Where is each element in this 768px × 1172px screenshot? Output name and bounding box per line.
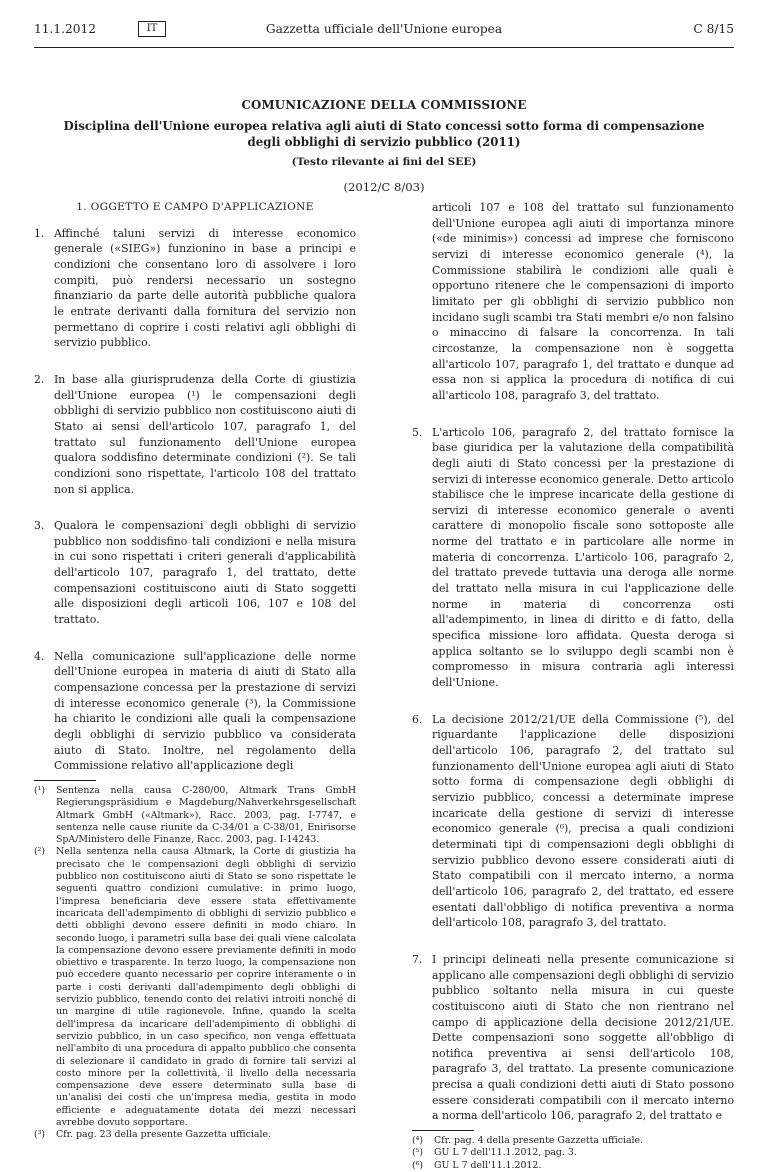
paragraph-text: articoli 107 e 108 del trattato sul funzionamento dell'Unione europea agli aiuti di importanza minore («de minimis») concessi ad imprese che forniscono servizi di interesse economico generale (⁴), la Commissione stabilirà le condizioni alle quali è opportuno ritenere che le compensazioni di importo limitato per gli obblighi di servizio pubblico non incidano sugli scambi tra Stati membri e/o non falsino o minaccino di falsare la concorrenza. In tali circostanze, la compensazione non è soggetta all'articolo 107, paragrafo 1, del trattato e dunque ad essa non si applica la procedura di notifica di cui all'articolo 108, paragrafo 3, del trattato. xyxy=(432,201,734,402)
paragraph-7 xyxy=(412,952,734,1124)
header-rule xyxy=(34,47,734,48)
page-reference: C 8/15 xyxy=(693,22,734,36)
paragraph-5 xyxy=(412,425,734,691)
footnote xyxy=(34,785,356,846)
footnote-text: Cfr. pag. 4 della presente Gazzetta ufficiale. xyxy=(434,1135,644,1147)
document-title: Disciplina dell'Unione europea relativa agli aiuti di Stato concessi sotto forma di compensazione degli obblighi di servizio pubblico (2011) xyxy=(63,119,705,149)
footnote-text: Sentenza nella causa C-280/00, Altmark Trans GmbH Regierungspräsidium e Magdeburg/Nahverkehrsgesellschaft Altmark GmbH («Altmark»), Racc. 2003, pag. I-7747, e sentenza nelle cause riunite da C-34/01 a C-38/01, Enirisorse SpA/Ministero delle Finanze, Racc. 2003, pag. I-14243. xyxy=(56,785,356,846)
page-header xyxy=(34,22,734,40)
paragraph-number: 1. xyxy=(34,226,45,240)
paragraph-3 xyxy=(34,518,356,628)
paragraph-number: 3. xyxy=(34,519,45,533)
document-type: COMUNICAZIONE DELLA COMMISSIONE xyxy=(241,98,527,112)
footnote xyxy=(412,1160,734,1172)
paragraph-number: 2. xyxy=(34,372,45,386)
footnote-text: GU L 7 dell'11.1.2012, pag. 3. xyxy=(434,1147,577,1159)
footnote-text: Nella sentenza nella causa Altmark, la Corte di giustizia ha precisato che le compensazioni degli obblighi di servizio pubblico non costituiscono aiuti di Stato se sono rispettate le seguenti quattro condizioni cumulative: in primo luogo, l'impresa beneficiaria deve essere stata effettivamente incaricata dell'adempimento di obblighi di servizio pubblico e detti obblighi devono essere definiti in modo chiaro. In secondo luogo, i parametri sulla base dei quali viene calcolata la compensazione devono essere previamente definiti in modo obiettivo e trasparente. In terzo luogo, la compensazione non può eccedere quanto necessario per coprire interamente o in parte i costi derivanti dall'adempimento degli obblighi di servizio pubblico, tenendo conto dei relativi introiti nonché di un margine di utile ragionevole. Infine, quando la scelta dell'impresa da incaricare dell'adempimento di obblighi di servizio pubblico, in un caso specifico, non venga effettuata nell'ambito di una procedura di appalto pubblico che consenta di selezionare il candidato in grado di fornire tali servizi al costo minore per la collettività, il livello della necessaria compensazione deve essere determinato sulla base di un'analisi dei costi che un'impresa media, gestita in modo efficiente e adeguatamente dotata dei mezzi necessari avrebbe dovuto sopportare. xyxy=(56,846,356,1129)
journal-title: Gazzetta ufficiale dell'Unione europea xyxy=(265,22,503,36)
left-column xyxy=(34,200,356,1142)
footnote xyxy=(34,846,356,1129)
footnote xyxy=(34,1129,356,1141)
paragraph-1 xyxy=(34,226,356,351)
footnote-mark: (¹) xyxy=(34,785,46,796)
footnote-mark: (⁵) xyxy=(412,1147,424,1159)
eea-relevance-note: (Testo rilevante ai fini del SEE) xyxy=(291,156,477,168)
footnote xyxy=(412,1147,734,1159)
footnote-text: GU L 7 dell'11.1.2012. xyxy=(434,1159,542,1171)
footnotes-left xyxy=(34,785,356,1142)
paragraph-number: 4. xyxy=(34,649,45,663)
paragraph-6 xyxy=(412,712,734,931)
paragraph-text: Qualora le compensazioni degli obblighi di servizio pubblico non soddisfino tali condizioni e nella misura in cui sono rispettati i criteri generali d'applicabilità dell'articolo 107, paragrafo 1, del trattato, dette compensazioni costituiscono aiuti di Stato soggetti alle disposizioni degli articoli 106, 107 e 108 del trattato. xyxy=(54,519,356,627)
paragraph-number: 6. xyxy=(412,712,423,726)
paragraph-4-continued xyxy=(412,200,734,404)
paragraph-number: 5. xyxy=(412,425,423,439)
paragraph-text: I principi delineati nella presente comunicazione si applicano alle compensazioni degli obblighi di servizio pubblico soltanto nella misura in cui queste costituiscono aiuti di Stato che non rientrano nel campo di applicazione della decisione 2012/21/UE. Dette compensazioni sono soggette all'obbligo di notifica preventiva ai sensi dell'articolo 108, paragrafo 3, del trattato. La presente comunicazione precisa a quali condizioni detti aiuti di Stato possono essere considerati compatibili con il mercato interno a norma dell'articolo 106, paragrafo 2, del trattato e xyxy=(432,952,734,1123)
publication-date: 11.1.2012 xyxy=(34,22,97,36)
footnote-text: Cfr. pag. 23 della presente Gazzetta ufficiale. xyxy=(56,1129,272,1141)
paragraph-text: Affinché taluni servizi di interesse economico generale («SIEG») funzionino in base a principi e condizioni che consentano loro di assolvere i loro compiti, può rendersi necessario un sostegno finanziario da parte delle autorità pubbliche qualora le entrate derivanti dalla fornitura del servizio non permettano di coprire i costi relativi agli obblighi di servizio pubblico. xyxy=(54,226,356,350)
paragraph-text: L'articolo 106, paragrafo 2, del trattato fornisce la base giuridica per la valutazione della compatibilità degli aiuti di Stato concessi per la prestazione di servizi di interesse economico generale. Detto articolo stabilisce che le imprese incaricate della gestione di servizi di interesse economico generale o aventi carattere di monopolio fiscale sono sottoposte alle norme del trattato e in particolare alle norme in materia di concorrenza. L'articolo 106, paragrafo 2, del trattato prevede tuttavia una deroga alle norme del trattato nella misura in cui l'applicazione delle norme in materia di concorrenza osti all'adempimento, in linea di diritto e di fatto, della specifica missione loro affidata. Questa deroga si applica soltanto se lo sviluppo degli scambi non è compromesso in misura contraria agli interessi dell'Unione. xyxy=(432,425,734,690)
footnote-mark: (⁶) xyxy=(412,1159,424,1171)
language-badge: IT xyxy=(138,21,166,37)
section-heading: 1. OGGETTO E CAMPO D'APPLICAZIONE xyxy=(76,201,314,213)
document-code: (2012/C 8/03) xyxy=(343,180,425,194)
footnote-mark: (³) xyxy=(34,1129,46,1141)
footnote-mark: (⁴) xyxy=(412,1135,424,1147)
paragraph-2 xyxy=(34,372,356,497)
footnote-rule xyxy=(34,780,96,781)
footnote-rule xyxy=(412,1130,474,1131)
footnote xyxy=(412,1135,734,1147)
paragraph-text: In base alla giurisprudenza della Corte di giustizia dell'Unione europea (¹) le compensazioni degli obblighi di servizio pubblico non costituiscono aiuti di Stato ai sensi dell'articolo 107, paragrafo 1, del trattato sul funzionamento dell'Unione europea qualora soddisfino determinate condizioni (²). Se tali condizioni sono rispettate, l'articolo 108 del trattato non si applica. xyxy=(54,372,356,496)
footnotes-right xyxy=(412,1135,734,1172)
right-column xyxy=(412,200,734,1172)
paragraph-text: Nella comunicazione sull'applicazione delle norme dell'Unione europea in materia di aiuti di Stato alla compensazione concessa per la prestazione di servizi di interesse economico generale (³), la Commissione ha chiarito le condizioni alle quali la compensazione degli obblighi di servizio pubblico va considerata aiuto di Stato. Inoltre, nel regolamento della Commissione relativo all'applicazione degli xyxy=(54,649,356,773)
paragraph-number: 7. xyxy=(412,952,423,966)
footnote-mark: (²) xyxy=(34,846,46,858)
paragraph-4 xyxy=(34,649,356,774)
paragraph-text: La decisione 2012/21/UE della Commissione (⁵), del riguardante l'applicazione delle disposizioni dell'articolo 106, paragrafo 2, del trattato sul funzionamento dell'Unione europea agli aiuti di Stato sotto forma di compensazione degli obblighi di servizio pubblico, concessi a determinate imprese incaricate della gestione di servizi di interesse economico generale (⁶), precisa a quali condizioni determinati tipi di compensazioni degli obblighi di servizio pubblico devono essere considerati aiuti di Stato compatibili con il mercato interno, a norma dell'articolo 106, paragrafo 2, del trattato, ed essere esentati dall'obbligo di notifica preventiva a norma dell'articolo 108, paragrafo 3, del trattato. xyxy=(432,712,734,930)
